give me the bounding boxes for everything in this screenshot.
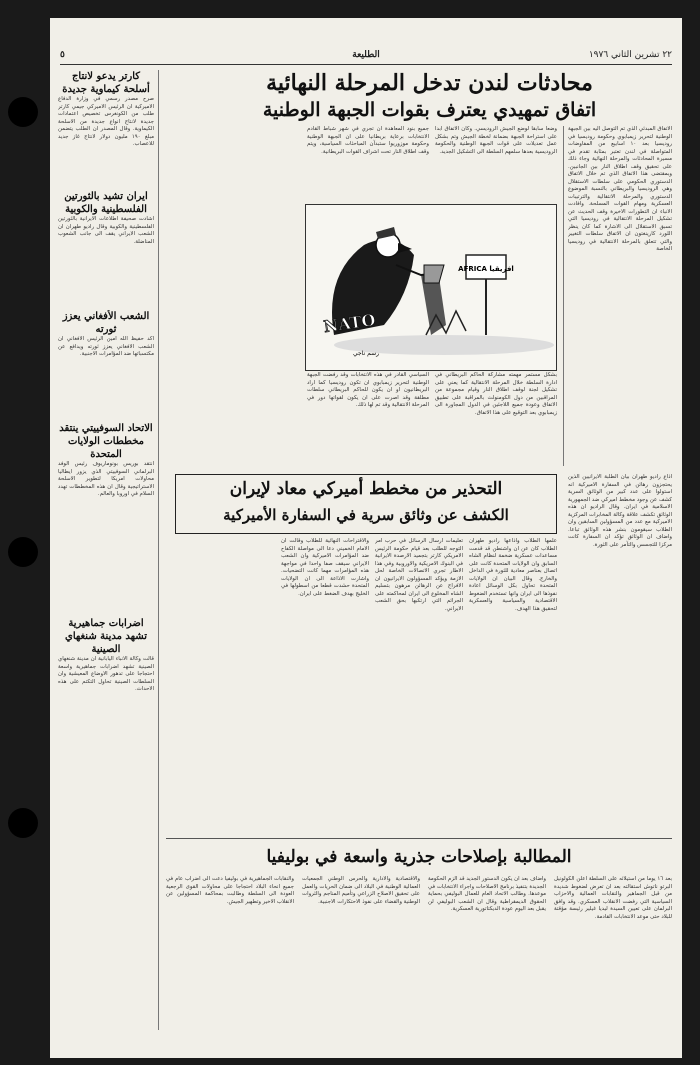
bolivia-col-3: والاقتصادية والادارية والحرس الوطني الجمعيات العمالية الوطنية في البلاد الى ضمان الحريات والعمل على تحقيق الاصلاح الزراعي وتأميم المناجم والثروات الوطنية والقضاء على نفوذ الاحتكارات الاجنبية. (302, 876, 420, 905)
main-sub-left: السياسي القادر في هذه الانتخابات وقد رفضت الجبهة الوطنية لتحرير زيمبابوي ان تكون روديسيا كما اراد البريطانيون او ان يكون للحاكم البريطاني سلطات مطلقة وقد اصرت على ان يكون لقواتها دور في المرحلة الانتقالية وقد تم لها ذلك. (307, 372, 429, 408)
cartoon-drawing (306, 205, 556, 370)
column-rule (563, 126, 564, 466)
iran-headline-1: التحذير من مخطط أميركي معاد لإيران (229, 479, 503, 499)
cartoon-caption: رسم ناجي (352, 350, 380, 357)
sidebar-text-5: قالت وكالة الانباء اليابانية ان مدينة شنغهاي الصينية تشهد اضرابات جماهيرية واسعة احتجاجا على تدهور الاوضاع المعيشية وان السلطات الصينية تحاول التكتم على هذه الاحداث. (58, 656, 154, 692)
main-col-middle: وضعا سابقا لوضع الجيش الروديسي. وكان الاتفاق ابدا على استراحة الجبهة بضمانة لخطة الجيش وتم بشكل عمل تعديلات على قوات الجبهة الوطنية والحكومة الروديسية بعدها سلمهم السلطة الى التشكيل الجديد. (435, 126, 557, 155)
sidebar-headline-2: ايران تشيد بالثورتين الفلسطينية والكوبية (64, 191, 148, 215)
sidebar-text-2: اشادت صحيفة اطلاعات الايرانية بالثورتين الفلسطينية والكوبية وقال راديو طهران ان الشعب الايراني يقف الى جانب الشعوب المناضلة. (58, 216, 154, 245)
binder-hole (8, 537, 38, 567)
page-number: ٥ (60, 50, 65, 60)
newspaper-page (50, 18, 682, 1058)
sidebar-text-4: انتقد بوريس بونوماريوف رئيس الوفد البرلماني السوفييتي الذي يزور ايطاليا محاولات امريكا لتطوير الاسلحة الاستراتيجية وقال ان هذه المخططات تهدد السلام في اوروبا والعالم. (58, 461, 154, 497)
iran-col-2: علمها الطلاب واذاعها راديو طهران الطلاب كان عن ان واشنطن قد قدمت مساعدات عسكرية ضخمة لنظام الشاه السابق وان الولايات المتحدة كانت على اتصال بعناصر معادية للثورة في الداخل والخارج. وقال البيان ان الولايات المتحدة تحاول بكل الوسائل اعادة نفوذها الى ايران وانها تستخدم الضغوط الاقتصادية والسياسية والعسكرية لتحقيق هذا الهدف. (469, 538, 557, 612)
bolivia-headline: المطالبة بإصلاحات جذرية واسعة في بوليفيا (266, 847, 572, 867)
binder-holes (0, 0, 50, 1065)
bolivia-col-1: بعد ١٦ يوما من استيلائه على السلطة اعلن الكولونيل البرتو ناتوش استقالته بعد ان تعرض لضغوط شديدة من قبل الجماهير والنقابات العمالية والاحزاب السياسية التي رفضت الانقلاب العسكري. وقد وافق البرلمان على تعيين السيدة ليديا غيلير رئيسة مؤقتة للبلاد حتى موعد الانتخابات القادمة. (554, 876, 672, 920)
cartoon (305, 204, 557, 371)
sidebar (58, 70, 154, 1030)
main-headline-1: محادثات لندن تدخل المرحلة النهائية (266, 70, 593, 96)
sidebar-rule (158, 70, 159, 1030)
main-col-left: جميع بنود المعاهدة ان تجري في شهر شباط القادم الانتخابات برعاية بريطانيا على ان الجبهة الوطنية وحكومة موزوريوا ستبدآن المباحثات السياسية، ويتم وقف اطلاق النار تحت اشراف القوات البريطانية. (307, 126, 429, 155)
iran-headline-box (175, 474, 557, 534)
bolivia-col-4: والنقابات الجماهيرية في بوليفيا دعت الى اضراب عام في جميع انحاء البلاد احتجاجا على محاولات القوى الرجعية العودة الى السلطة وطالبت بمحاكمة المسؤولين عن الانقلاب الاخير وتطهير الجيش. (166, 876, 294, 905)
africa-sign-text: افريقيا AFRICA (458, 265, 514, 273)
sidebar-headline-4: الاتحاد السوفييتي ينتقد مخططات الولايات المتحدة (59, 423, 153, 460)
main-col-right: الاتفاق المبدئي الذي تم التوصل اليه بين الجبهة الوطنية لتحرير زيمبابوي وحكومة روديسيا في روديسيا بعد ١٠ اسابيع من المفاوضات المتواصلة في لندن تعتبر بمثابة تقدم في مسيرة المحادثات والمرحلة النهائية وجاء ذلك على تحقيق وقف اطلاق النار بين الجانبين. وبمقتضى هذا الاتفاق الذي تم خلال الاتفاق الدستوري الحكومي على سلطات الاستقلال وهي الروديسيا والبريطاني بالنسبة الموضوع الدستوري والمرحلة الانتقالية والترتيبات العسكرية ومهام القوات المسلحة. وافادت الانباء ان التطورات الاخيرة وقف الحديث عن تشكيل المرحلة الانتقالية في روديسيا التي تسبق الاستقلال الى الاشارة كما كان ينظر اللورد كارينغتون ان الاتفاق سلطات التغيير والتي تتعلق بالمرحلة الانتقالية في روديسيا الخاصة (568, 126, 672, 252)
bolivia-top-rule (166, 838, 672, 839)
newspaper-name: الطليعة (352, 50, 380, 60)
sidebar-headline-3: الشعب الأفغاني يعزز ثورته (62, 311, 150, 335)
nato-label: NATO (322, 310, 377, 337)
masthead (60, 50, 672, 65)
sidebar-headline-1: كارتر يدعو لانتاج أسلحة كيماوية جديدة (62, 71, 150, 95)
binder-hole (8, 97, 38, 127)
sidebar-headline-5: اضرابات جماهيرية تشهد مدينة شنغهاي الصينية (65, 618, 147, 655)
bolivia-col-2: واضاف بعد ان يكون الدستور الجديد قد الزم الحكومة الجديدة بتنفيذ برنامج الاصلاحات واجراء الانتخابات في موعدها. وطالب الاتحاد العام للعمال البوليفي بحماية الحقوق الديمقراطية وقال ان الشعب البوليفي لن يقبل بعد اليوم عودة الديكتاتورية العسكرية. (428, 876, 546, 912)
iran-col-4: والاقتراحات النهائية للطلاب وقالت ان الامام الخميني دعا الى مواصلة الكفاح ضد المؤامرات الاميركية وان الشعب الايراني سيقف صفا واحدا في مواجهة هذه المؤامرات مهما كانت التضحيات. واشارت الاذاعة الى ان الولايات المتحدة حشدت قطعا من اسطولها في الخليج بهدف الضغط على ايران. (281, 538, 369, 597)
sidebar-text-3: اكد حفيظ الله امين الرئيس الافغاني ان الشعب الافغاني يعزز ثورته ويدافع عن مكتسباتها ضد المؤامرات الاجنبية. (58, 336, 154, 357)
iran-col-3: تعليمات ارسال الرسائل في حرب أمر التوجه للطلب بعد قيام حكومة الرئيس الامريكي كارتر بتجميد الارصدة الايرانية في البنوك الامريكية والاوروبية وفي هذا الاطار تجري الاتصالات الخاصة لحل الازمة ويؤكد المسؤولون الايرانيون ان الافراج عن الرهائن مرهون بتسليم الشاه المخلوع الى ايران لمحاكمته على الجرائم التي ارتكبها بحق الشعب الايراني. (375, 538, 463, 612)
binder-hole (8, 808, 38, 838)
main-sub-right: بشكل مستمر مهمته مشاركة الحاكم البريطاني في ادارة السلطة خلال المرحلة الانتقالية كما يعني على تشكيل لجنة لوقف اطلاق النار وقيام مجموعة من المراقبين من دول الكومنولث بالمراقبة على تطبيق الاتفاق وعودة جميع اللاجئين في الدول المجاورة الى زيمبابوي بعد التوقيع على هذا الاتفاق. (435, 372, 557, 416)
issue-date: ٢٢ تشرين الثاني ١٩٧٦ (588, 50, 672, 60)
watering-can-icon (424, 265, 444, 283)
sidebar-text-1: صرح مصدر رسمي في وزارة الدفاع الاميركية ان الرئيس الاميركي جيمي كارتر طلب من الكونغرس تخصيص اعتمادات جديدة لانتاج انواع جديدة من الاسلحة الكيماوية. وقال المصدر ان الطلب يتضمن مبلغ ١٩٠ مليون دولار لانتاج غاز جديد للاعصاب. (58, 96, 154, 147)
iran-col-1: اذاع راديو طهران بيان الطلبة الايرانيين الذين يحتجزون رهائن في السفارة الاميركية انه استولوا على عدد كبير من الوثائق السرية كشف عن وجود مخطط اميركي ضد الجمهورية الاسلامية في ايران. وقال الراديو ان هذه الوثائق تكشف علاقة وكالة المخابرات المركزية الاميركية مع عدد من المسؤولين السابقين وان الطلاب سيقومون بنشر هذه الوثائق تباعا. واضاف ان الوثائق تؤكد ان السفارة كانت مركزا للتجسس والتآمر على الثورة. (568, 474, 672, 548)
main-headline-2: اتفاق تمهيدي يعترف بقوات الجبهة الوطنية (262, 99, 597, 121)
iran-headline-2: الكشف عن وثائق سرية في السفارة الأميركية (223, 506, 509, 524)
